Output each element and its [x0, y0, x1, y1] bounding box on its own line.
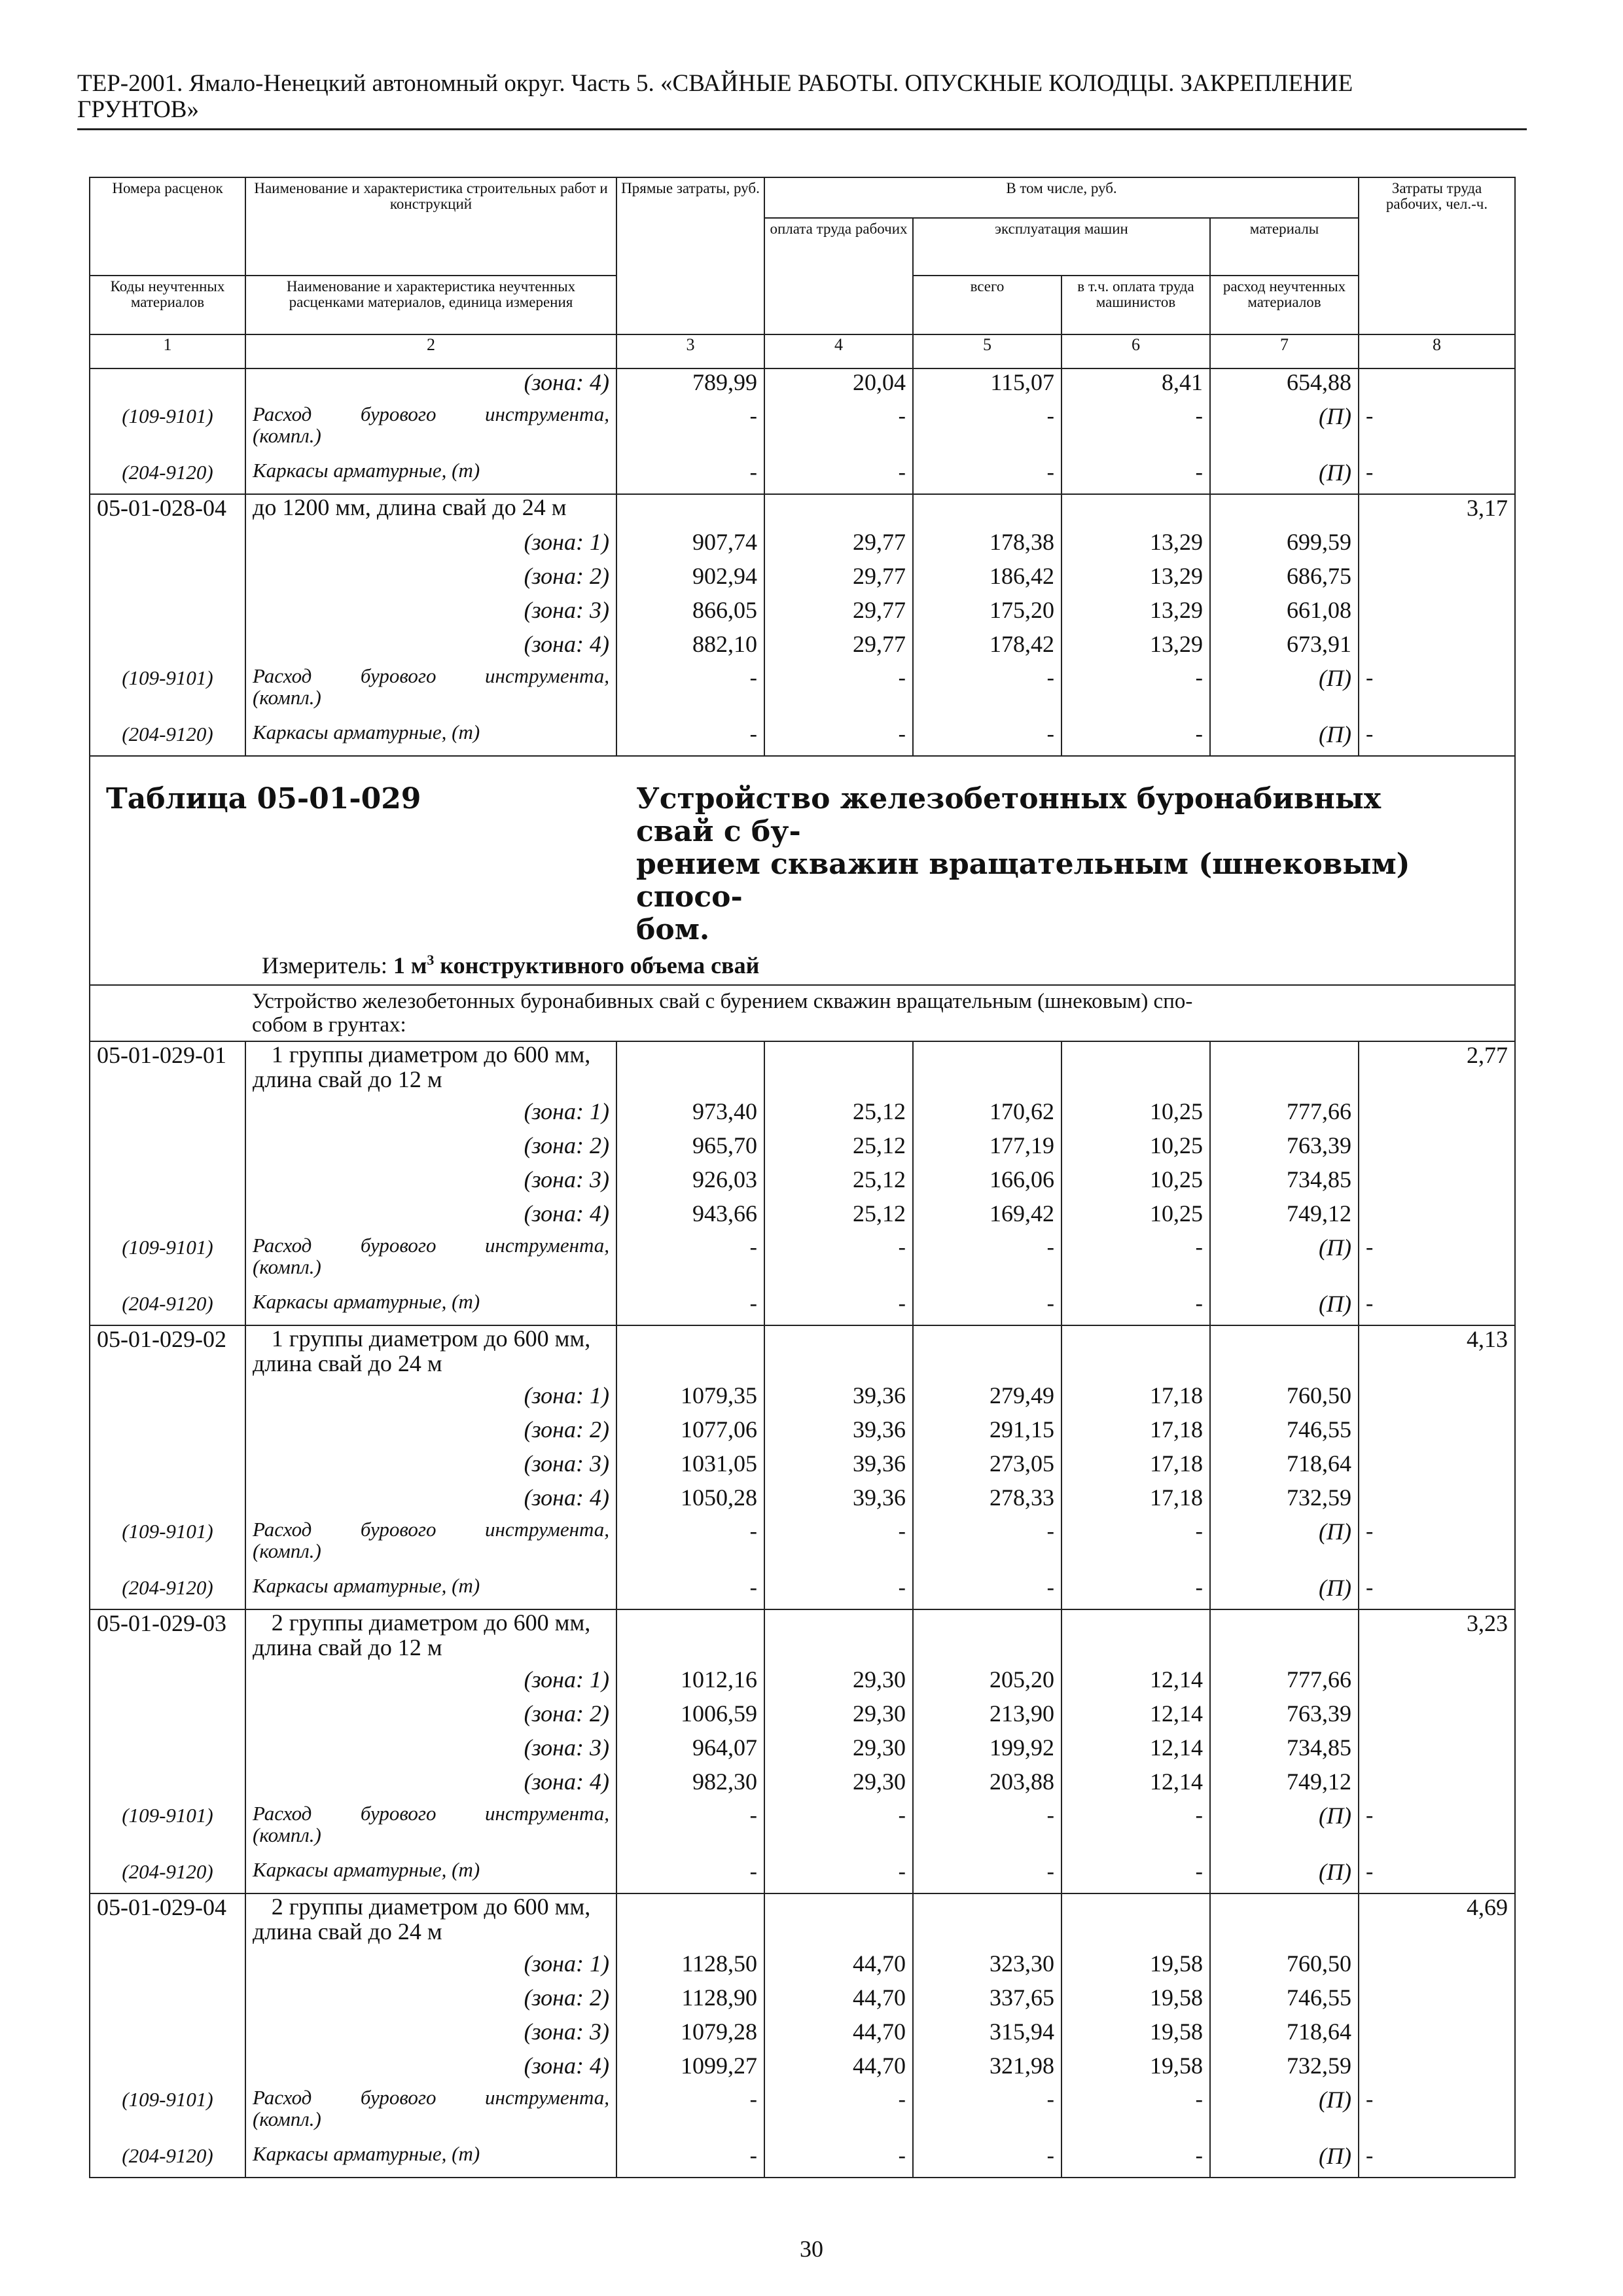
- material-row: [90, 2143, 1515, 2178]
- material-row: (109-9101) Расход бурового инструмента, (компл.) - - - - (П) -: [90, 665, 1515, 721]
- machines-total: 279,49: [913, 1382, 1061, 1416]
- direct-costs: 1077,06: [616, 1416, 764, 1450]
- wages: 39,36: [764, 1450, 913, 1484]
- rate-description: до 1200 мм, длина свай до 24 м: [245, 494, 616, 529]
- direct-costs: 1128,90: [616, 1984, 764, 2018]
- dash: -: [1061, 1234, 1210, 1291]
- zone-row: [90, 2053, 1515, 2087]
- wages: 29,30: [764, 1734, 913, 1768]
- table-title: Устройство железобетонных буронабивных свай с бу- рением скважин вращательным (шнековым) спосо- бом.: [636, 782, 1410, 946]
- dash: -: [616, 1575, 764, 1609]
- table-label: Таблица 05-01-029: [106, 782, 421, 816]
- rate-row: [90, 1041, 1515, 1098]
- rate-row: [90, 1609, 1515, 1666]
- wages: 44,70: [764, 1950, 913, 1984]
- machinist-wages: 17,18: [1061, 1450, 1210, 1484]
- p-mark: (П): [1210, 1518, 1359, 1575]
- col-machinist-wages-header: в т.ч. оплата труда машинистов: [1061, 276, 1210, 334]
- machinist-wages: 19,58: [1061, 2018, 1210, 2053]
- col-unaccounted-materials-header: расход неучтенных материалов: [1210, 276, 1359, 334]
- direct-costs: 982,30: [616, 1768, 764, 1803]
- materials: 760,50: [1210, 1382, 1359, 1416]
- dash: -: [1061, 2143, 1210, 2178]
- zone-row: [90, 1700, 1515, 1734]
- col-machines-total-header: всего: [913, 276, 1061, 334]
- dash: -: [913, 2143, 1061, 2178]
- machines-total: 337,65: [913, 1984, 1061, 2018]
- materials: 732,59: [1210, 2053, 1359, 2087]
- zone-row: (зона: 4) 882,10 29,77 178,42 13,29 673,91: [90, 631, 1515, 665]
- dash: -: [764, 2087, 913, 2143]
- machines-total: 177,19: [913, 1132, 1061, 1166]
- machines-total: 205,20: [913, 1666, 1061, 1700]
- material-code: (204-9120): [90, 1575, 245, 1609]
- wages: 25,12: [764, 1132, 913, 1166]
- dash: -: [913, 1575, 1061, 1609]
- zone-row: [90, 368, 1515, 403]
- col-number: 3: [616, 334, 764, 368]
- material-code: (109-9101): [90, 1803, 245, 1859]
- direct-costs: 973,40: [616, 1098, 764, 1132]
- zone-label: (зона: 1): [245, 1666, 616, 1700]
- zone-label: (зона: 4): [245, 1768, 616, 1803]
- col-number: 8: [1359, 334, 1515, 368]
- dash: -: [1359, 1859, 1515, 1893]
- materials: 718,64: [1210, 2018, 1359, 2053]
- zone-label: (зона: 3): [245, 1450, 616, 1484]
- machines-total: 199,92: [913, 1734, 1061, 1768]
- zone-row: [90, 1666, 1515, 1700]
- p-mark: (П): [1210, 1859, 1359, 1893]
- zone-row: (зона: 2) 902,94 29,77 186,42 13,29 686,75: [90, 563, 1515, 597]
- dash: -: [1359, 1518, 1515, 1575]
- dash: -: [616, 1291, 764, 1325]
- zone-row: [90, 1200, 1515, 1234]
- zone-row: [90, 1484, 1515, 1518]
- zone-label: (зона: 4): [245, 368, 616, 403]
- dash: -: [913, 1234, 1061, 1291]
- material-row: (109-9101) Расход бурового инструмента, (компл.) - - - - (П) -: [90, 403, 1515, 459]
- dash: -: [616, 1803, 764, 1859]
- labor-costs: 4,13: [1359, 1325, 1515, 1382]
- rate-code: 05-01-029-01: [90, 1041, 245, 1098]
- p-mark: (П): [1210, 1575, 1359, 1609]
- header-line-2: ГРУНТОВ»: [77, 96, 199, 123]
- p-mark: (П): [1210, 1803, 1359, 1859]
- direct-costs: 1079,35: [616, 1382, 764, 1416]
- materials: 760,50: [1210, 1950, 1359, 1984]
- material-name: Расход бурового инструмента, (компл.): [245, 403, 616, 459]
- material-name: Расход бурового инструмента, (компл.): [245, 1518, 616, 1575]
- material-name: Каркасы арматурные, (т): [245, 459, 616, 494]
- col-direct-costs-header: Прямые затраты, руб.: [616, 177, 764, 334]
- zone-row: (зона: 1) 907,74 29,77 178,38 13,29 699,59: [90, 529, 1515, 563]
- direct-costs: 1012,16: [616, 1666, 764, 1700]
- wages: 39,36: [764, 1382, 913, 1416]
- material-name: Каркасы арматурные, (т): [245, 1575, 616, 1609]
- zone-label: (зона: 1): [245, 1950, 616, 1984]
- material-code: (204-9120): [90, 2143, 245, 2178]
- machinist-wages: 12,14: [1061, 1666, 1210, 1700]
- dash: -: [764, 1518, 913, 1575]
- zone-label: (зона: 2): [245, 1416, 616, 1450]
- machinist-wages: 19,58: [1061, 1984, 1210, 2018]
- materials: 749,12: [1210, 1200, 1359, 1234]
- zone-row: [90, 1132, 1515, 1166]
- col-number: 1: [90, 334, 245, 368]
- wages: 29,30: [764, 1666, 913, 1700]
- col-material-codes-header: Коды неучтенных материалов: [90, 276, 245, 334]
- labor-costs: 3,17: [1359, 494, 1515, 529]
- dash: -: [616, 2143, 764, 2178]
- material-name: Расход бурового инструмента, (компл.): [245, 2087, 616, 2143]
- rate-description: 2 группы диаметром до 600 мм, длина свай до 12 м: [245, 1609, 616, 1666]
- wages: 29,30: [764, 1700, 913, 1734]
- zone-label: (зона: 1): [245, 1098, 616, 1132]
- zone-row: [90, 1768, 1515, 1803]
- col-number: 7: [1210, 334, 1359, 368]
- zone-row: [90, 1450, 1515, 1484]
- wages: 39,36: [764, 1484, 913, 1518]
- zone-label: (зона: 4): [245, 1484, 616, 1518]
- materials: 746,55: [1210, 1416, 1359, 1450]
- rate-row: [90, 1325, 1515, 1382]
- direct-costs: 965,70: [616, 1132, 764, 1166]
- zone-label: (зона: 2): [245, 1132, 616, 1166]
- machinist-wages: 10,25: [1061, 1166, 1210, 1200]
- material-row: [90, 1859, 1515, 1893]
- material-code: (204-9120): [90, 1291, 245, 1325]
- zone-row: [90, 1382, 1515, 1416]
- machines-total: 213,90: [913, 1700, 1061, 1734]
- dash: -: [1359, 1291, 1515, 1325]
- col-material-names-header: Наименование и характеристика неучтенных расценками материалов, единица измерения: [245, 276, 616, 334]
- wages: 25,12: [764, 1098, 913, 1132]
- machines-total: 315,94: [913, 2018, 1061, 2053]
- material-row: [90, 1575, 1515, 1609]
- rates-table: [89, 177, 1516, 2178]
- machines-total: 115,07: [913, 368, 1061, 403]
- direct-costs: 1031,05: [616, 1450, 764, 1484]
- material-code: (204-9120): [90, 1859, 245, 1893]
- materials: 763,39: [1210, 1132, 1359, 1166]
- dash: -: [1359, 2143, 1515, 2178]
- materials: 718,64: [1210, 1450, 1359, 1484]
- dash: -: [616, 1859, 764, 1893]
- p-mark: (П): [1210, 2143, 1359, 2178]
- wages: 20,04: [764, 368, 913, 403]
- machinist-wages: 10,25: [1061, 1200, 1210, 1234]
- dash: -: [1359, 2087, 1515, 2143]
- dash: -: [764, 2143, 913, 2178]
- col-work-name-header: Наименование и характеристика строительных работ и конструкций: [245, 177, 616, 276]
- labor-costs: 2,77: [1359, 1041, 1515, 1098]
- dash: -: [764, 1234, 913, 1291]
- labor-costs: 4,69: [1359, 1893, 1515, 1950]
- material-code: (109-9101): [90, 403, 245, 459]
- wages: 44,70: [764, 1984, 913, 2018]
- material-name: Расход бурового инструмента, (компл.): [245, 1234, 616, 1291]
- zone-row: [90, 2018, 1515, 2053]
- dash: -: [913, 2087, 1061, 2143]
- material-name: Расход бурового инструмента, (компл.): [245, 1803, 616, 1859]
- direct-costs: 926,03: [616, 1166, 764, 1200]
- zone-row: [90, 1984, 1515, 2018]
- dash: -: [1359, 1803, 1515, 1859]
- zone-row: [90, 1098, 1515, 1132]
- material-row: [90, 2087, 1515, 2143]
- rate-row: [90, 1893, 1515, 1950]
- material-code: (109-9101): [90, 1518, 245, 1575]
- dash: -: [1061, 1518, 1210, 1575]
- materials: 777,66: [1210, 1098, 1359, 1132]
- machines-total: 278,33: [913, 1484, 1061, 1518]
- machinist-wages: 10,25: [1061, 1098, 1210, 1132]
- zone-row: [90, 1416, 1515, 1450]
- p-mark: (П): [1210, 1291, 1359, 1325]
- dash: -: [1359, 1234, 1515, 1291]
- dash: -: [616, 1234, 764, 1291]
- machinist-wages: 17,18: [1061, 1484, 1210, 1518]
- machinist-wages: 8,41: [1061, 368, 1210, 403]
- zone-label: (зона: 2): [245, 1700, 616, 1734]
- zone-row: (зона: 3) 866,05 29,77 175,20 13,29 661,08: [90, 597, 1515, 631]
- rate-row: [90, 494, 1515, 529]
- rate-description: 1 группы диаметром до 600 мм, длина свай до 12 м: [245, 1041, 616, 1098]
- subsection-row: [90, 985, 1515, 1041]
- zone-label: (зона: 3): [245, 1166, 616, 1200]
- rate-code: 05-01-028-04: [90, 494, 245, 529]
- machinist-wages: 19,58: [1061, 1950, 1210, 1984]
- material-row: [90, 1291, 1515, 1325]
- dash: -: [1359, 1575, 1515, 1609]
- col-labor-costs-header: Затраты труда рабочих, чел.-ч.: [1359, 177, 1515, 334]
- dash: -: [616, 1518, 764, 1575]
- material-row: [90, 1234, 1515, 1291]
- machines-total: 321,98: [913, 2053, 1061, 2087]
- direct-costs: 1079,28: [616, 2018, 764, 2053]
- rate-code: 05-01-029-02: [90, 1325, 245, 1382]
- zone-label: (зона: 1): [245, 1382, 616, 1416]
- material-name: Каркасы арматурные, (т): [245, 1859, 616, 1893]
- zone-row: [90, 1166, 1515, 1200]
- machinist-wages: 17,18: [1061, 1416, 1210, 1450]
- dash: -: [1061, 1803, 1210, 1859]
- col-wages-header: оплата труда рабочих: [764, 218, 913, 334]
- dash: -: [1061, 1575, 1210, 1609]
- materials: 732,59: [1210, 1484, 1359, 1518]
- table-title-row: [90, 756, 1515, 985]
- direct-costs: 789,99: [616, 368, 764, 403]
- labor-costs: 3,23: [1359, 1609, 1515, 1666]
- material-name: Каркасы арматурные, (т): [245, 1291, 616, 1325]
- col-rate-numbers-header: Номера расценок: [90, 177, 245, 276]
- machines-total: 291,15: [913, 1416, 1061, 1450]
- dash: -: [764, 1859, 913, 1893]
- material-code: (109-9101): [90, 1234, 245, 1291]
- measure-unit: Измеритель: 1 $м^3$ конструктивного объема свай: [262, 952, 760, 978]
- zone-label: (зона: 4): [245, 1200, 616, 1234]
- col-including-header: В том числе, руб.: [764, 177, 1359, 218]
- material-code: (204-9120): [90, 459, 245, 494]
- col-materials-header: материалы: [1210, 218, 1359, 276]
- materials: 763,39: [1210, 1700, 1359, 1734]
- rate-description: 2 группы диаметром до 600 мм, длина свай до 24 м: [245, 1893, 616, 1950]
- dash: -: [913, 1803, 1061, 1859]
- direct-costs: 1006,59: [616, 1700, 764, 1734]
- materials: 654,88: [1210, 368, 1359, 403]
- zone-label: (зона: 3): [245, 1734, 616, 1768]
- machines-total: 170,62: [913, 1098, 1061, 1132]
- zone-label: (зона: 4): [245, 2053, 616, 2087]
- dash: -: [913, 1291, 1061, 1325]
- col-machines-header: эксплуатация машин: [913, 218, 1210, 276]
- material-row: (204-9120) Каркасы арматурные, (т) - - - - (П) -: [90, 721, 1515, 756]
- material-row: (204-9120) Каркасы арматурные, (т) - - - - (П) -: [90, 459, 1515, 494]
- zone-label: (зона: 2): [245, 1984, 616, 2018]
- dash: -: [616, 2087, 764, 2143]
- machinist-wages: 12,14: [1061, 1768, 1210, 1803]
- dash: -: [1061, 1859, 1210, 1893]
- zone-row: [90, 1950, 1515, 1984]
- wages: 44,70: [764, 2053, 913, 2087]
- dash: -: [913, 1859, 1061, 1893]
- wages: 39,36: [764, 1416, 913, 1450]
- machinist-wages: 12,14: [1061, 1734, 1210, 1768]
- machinist-wages: 10,25: [1061, 1132, 1210, 1166]
- machines-total: 169,42: [913, 1200, 1061, 1234]
- direct-costs: 1099,27: [616, 2053, 764, 2087]
- wages: 25,12: [764, 1166, 913, 1200]
- wages: 25,12: [764, 1200, 913, 1234]
- material-code: (109-9101): [90, 2087, 245, 2143]
- dash: -: [764, 1291, 913, 1325]
- page-number: 30: [800, 2236, 823, 2262]
- material-row: [90, 1518, 1515, 1575]
- rate-code: 05-01-029-04: [90, 1893, 245, 1950]
- running-header: [77, 71, 1527, 130]
- subsection-title: Устройство железобетонных буронабивных свай с бурением скважин вращательным (шнековым) спо- собом в грунтах:: [245, 985, 1515, 1041]
- direct-costs: 1050,28: [616, 1484, 764, 1518]
- machines-total: 273,05: [913, 1450, 1061, 1484]
- zone-row: [90, 1734, 1515, 1768]
- machines-total: 323,30: [913, 1950, 1061, 1984]
- dash: -: [913, 1518, 1061, 1575]
- direct-costs: 964,07: [616, 1734, 764, 1768]
- dash: -: [1061, 1291, 1210, 1325]
- rate-description: 1 группы диаметром до 600 мм, длина свай до 24 м: [245, 1325, 616, 1382]
- col-number: 2: [245, 334, 616, 368]
- material-name: Каркасы арматурные, (т): [245, 2143, 616, 2178]
- machinist-wages: 12,14: [1061, 1700, 1210, 1734]
- materials: 734,85: [1210, 1166, 1359, 1200]
- p-mark: (П): [1210, 2087, 1359, 2143]
- p-mark: (П): [1210, 1234, 1359, 1291]
- dash: -: [1061, 2087, 1210, 2143]
- header-line-1: ТЕР-2001. Ямало-Ненецкий автономный округ. Часть 5. «СВАЙНЫЕ РАБОТЫ. ОПУСКНЫЕ КОЛОДЦЫ. ЗАКРЕПЛЕНИЕ: [77, 70, 1353, 97]
- zone-label: (зона: 3): [245, 2018, 616, 2053]
- col-number: 6: [1061, 334, 1210, 368]
- direct-costs: 1128,50: [616, 1950, 764, 1984]
- machinist-wages: 17,18: [1061, 1382, 1210, 1416]
- materials: 749,12: [1210, 1768, 1359, 1803]
- col-number: 4: [764, 334, 913, 368]
- dash: -: [764, 1575, 913, 1609]
- wages: 44,70: [764, 2018, 913, 2053]
- materials: 734,85: [1210, 1734, 1359, 1768]
- machinist-wages: 19,58: [1061, 2053, 1210, 2087]
- machines-total: 203,88: [913, 1768, 1061, 1803]
- wages: 29,30: [764, 1768, 913, 1803]
- dash: -: [764, 1803, 913, 1859]
- materials: 777,66: [1210, 1666, 1359, 1700]
- material-row: [90, 1803, 1515, 1859]
- materials: 746,55: [1210, 1984, 1359, 2018]
- direct-costs: 943,66: [616, 1200, 764, 1234]
- machines-total: 166,06: [913, 1166, 1061, 1200]
- col-number: 5: [913, 334, 1061, 368]
- rate-code: 05-01-029-03: [90, 1609, 245, 1666]
